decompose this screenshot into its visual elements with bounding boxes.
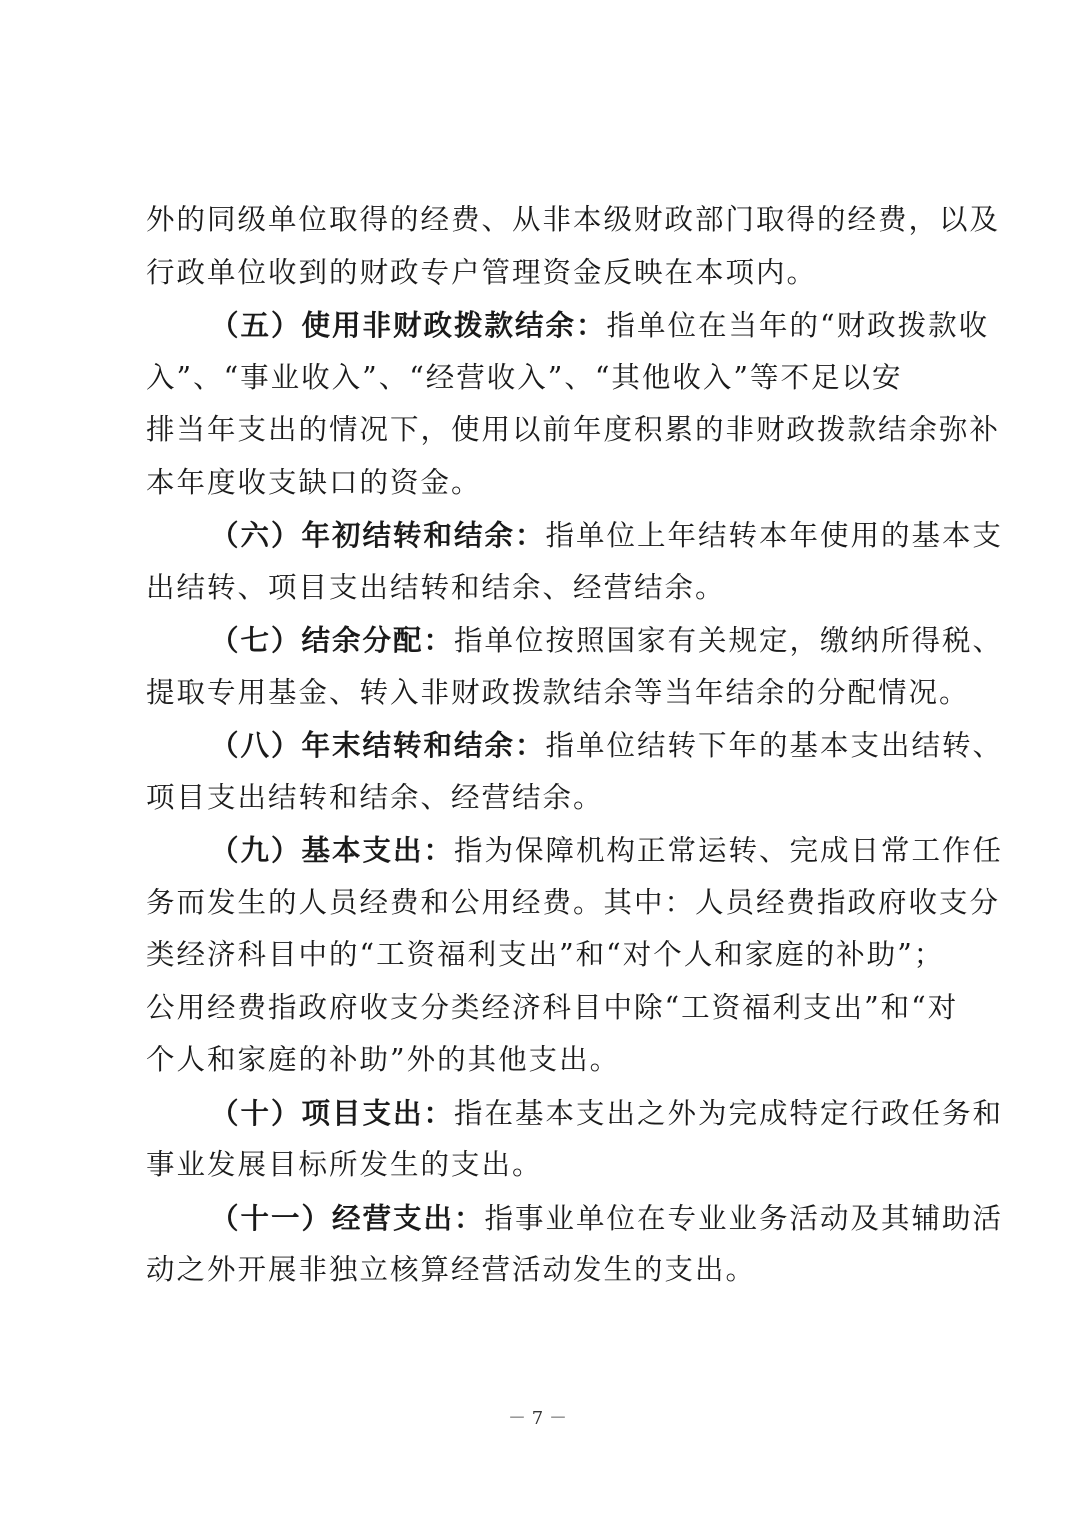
paragraph-item-7 (146, 614, 1004, 719)
definition-text: 指事业单位在专业业务活动及其辅助活 (484, 1201, 1004, 1235)
text-line: 行政单位收到的财政专户管理资金反映在本项内。 (146, 255, 818, 289)
text-line: 类经济科目中的“工资福利支出”和“对个人和家庭的补助”； (146, 938, 945, 971)
definition-text: 指单位按照国家有关规定，缴纳所得税、 (454, 624, 1004, 657)
paragraph-continuation (146, 194, 1001, 299)
paragraph-item-6 (146, 509, 1004, 614)
text-line: 入”、“事业收入”、“经营收入”、“其他收入”等不足以安 (146, 360, 903, 394)
definition-text: 指在基本支出之外为完成特定行政任务和 (454, 1096, 1004, 1130)
text-line: 个人和家庭的补助”外的其他支出。 (146, 1043, 621, 1076)
definition-term: （五）使用非财政拨款结余： (210, 308, 607, 342)
definition-term: （十）项目支出： (210, 1095, 455, 1130)
definition-term: （六）年初结转和结余： (210, 518, 546, 552)
page-number: － 7 － (508, 1408, 567, 1429)
text-line: 外的同级单位取得的经费、从非本级财政部门取得的经费，以及 (146, 203, 1001, 236)
paragraph-item-10 (146, 1087, 1004, 1192)
paragraph-item-9 (146, 824, 1004, 1087)
paragraph-item-5 (146, 299, 1001, 509)
paragraph-item-11 (146, 1192, 1004, 1297)
definition-term: （九）基本支出： (210, 833, 455, 867)
paragraph-item-8 (146, 719, 1004, 824)
definition-text: 指单位结转下年的基本支出结转、 (545, 729, 1004, 762)
text-line: 务而发生的人员经费和公用经费。其中：人员经费指政府收支分 (146, 885, 1001, 919)
text-line: 排当年支出的情况下，使用以前年度积累的非财政拨款结余弥补 (146, 413, 1001, 446)
definition-term: （八）年末结转和结余： (210, 728, 546, 762)
text-line: 本年度收支缺口的资金。 (146, 465, 482, 499)
definition-text: 指单位在当年的“财政拨款收 (606, 309, 990, 342)
definition-text: 指单位上年结转本年使用的基本支 (545, 519, 1004, 552)
text-line: 提取专用基金、转入非财政拨款结余等当年结余的分配情况。 (146, 675, 970, 709)
text-line: 项目支出结转和结余、经营结余。 (146, 780, 604, 814)
definition-term: （七）结余分配： (210, 623, 455, 657)
text-line: 公用经费指政府收支分类经济科目中除“工资福利支出”和“对 (146, 990, 959, 1024)
definition-term: （十一）经营支出： (210, 1200, 485, 1235)
text-line: 出结转、项目支出结转和结余、经营结余。 (146, 570, 726, 604)
text-line: 动之外开展非独立核算经营活动发生的支出。 (146, 1253, 757, 1286)
definition-text: 指为保障机构正常运转、完成日常工作任 (454, 834, 1004, 867)
body-text (146, 194, 1004, 1297)
text-line: 事业发展目标所发生的支出。 (146, 1148, 543, 1181)
